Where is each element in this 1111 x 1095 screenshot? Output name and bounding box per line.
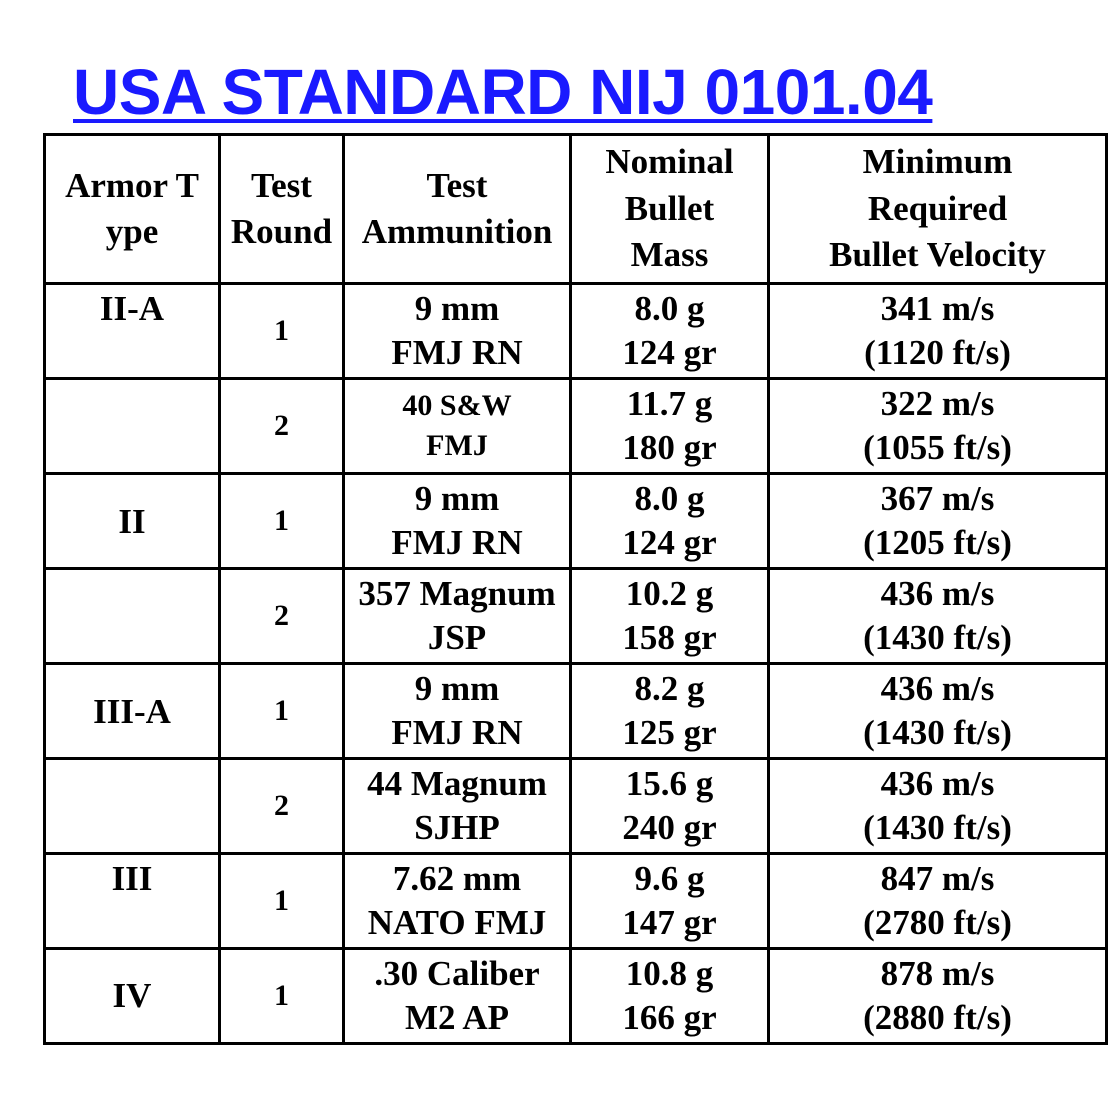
- table-row: [45, 379, 1107, 474]
- velocity-line: (1430 ft/s): [863, 618, 1012, 657]
- ammo-line: FMJ RN: [391, 333, 523, 372]
- header-line: Ammunition: [361, 212, 553, 251]
- velocity-line: (1205 ft/s): [863, 523, 1012, 562]
- header-line: Test: [426, 165, 488, 205]
- ammo-line: NATO FMJ: [367, 903, 547, 942]
- velocity-line: 436 m/s: [880, 669, 995, 708]
- round-cell: 2: [220, 569, 344, 664]
- velocity-line: 322 m/s: [880, 384, 995, 423]
- mass-line: 8.0 g: [634, 479, 705, 518]
- velocity-cell: [769, 379, 1107, 474]
- mass-line: 166 gr: [622, 998, 717, 1037]
- mass-cell: [571, 474, 769, 569]
- armor-type-cell: [45, 664, 220, 759]
- header-line: ype: [105, 212, 159, 251]
- mass-cell: [571, 284, 769, 379]
- ammo-cell: [344, 569, 571, 664]
- ammo-cell: [344, 759, 571, 854]
- armor-type-cell: [45, 474, 220, 569]
- header-line: Mass: [630, 235, 709, 275]
- velocity-line: 436 m/s: [880, 764, 995, 803]
- header-line: Round: [230, 212, 333, 251]
- header-nominal-mass: [571, 135, 769, 284]
- header-min-velocity: [769, 135, 1107, 284]
- ammo-line: 44 Magnum: [367, 764, 547, 803]
- mass-line: 15.6 g: [625, 764, 714, 803]
- velocity-cell: [769, 759, 1107, 854]
- ammo-line: 9 mm: [414, 479, 500, 518]
- armor-type-value: II: [118, 502, 146, 541]
- mass-line: 124 gr: [622, 523, 717, 562]
- header-test-round: [220, 135, 344, 284]
- mass-cell: [571, 949, 769, 1044]
- mass-line: 125 gr: [622, 713, 717, 752]
- mass-line: 124 gr: [622, 333, 717, 372]
- velocity-cell: [769, 284, 1107, 379]
- velocity-line: (1120 ft/s): [864, 333, 1011, 372]
- ammo-line: FMJ RN: [391, 523, 523, 562]
- armor-type-value: IV: [112, 976, 152, 1015]
- mass-line: 10.8 g: [625, 954, 714, 993]
- mass-line: 9.6 g: [634, 859, 705, 898]
- ammo-cell: [344, 949, 571, 1044]
- mass-line: 240 gr: [622, 808, 717, 847]
- ammo-cell: [344, 284, 571, 379]
- ammo-cell: [344, 854, 571, 949]
- armor-type-cell: [45, 949, 220, 1044]
- ammo-line: FMJ: [426, 429, 488, 462]
- round-cell: 2: [220, 759, 344, 854]
- mass-cell: [571, 379, 769, 474]
- header-line: Required: [867, 188, 1008, 228]
- velocity-line: (1430 ft/s): [863, 808, 1012, 847]
- mass-line: 180 gr: [622, 428, 717, 467]
- velocity-cell: [769, 949, 1107, 1044]
- nij-standard-table: [43, 133, 1108, 1045]
- table-row: [45, 759, 1107, 854]
- mass-cell: [571, 759, 769, 854]
- velocity-cell: [769, 664, 1107, 759]
- mass-cell: [571, 569, 769, 664]
- armor-type-cell: [45, 569, 220, 664]
- header-armor-type: [45, 135, 220, 284]
- velocity-line: (2880 ft/s): [863, 998, 1012, 1037]
- mass-cell: [571, 664, 769, 759]
- ammo-cell: [344, 474, 571, 569]
- table-row: [45, 664, 1107, 759]
- header-line: Test: [251, 165, 312, 205]
- round-cell: 1: [220, 854, 344, 949]
- ammo-line: JSP: [427, 618, 487, 657]
- velocity-line: 341 m/s: [880, 289, 995, 328]
- mass-line: 8.0 g: [634, 289, 705, 328]
- table-header-row: [45, 135, 1107, 284]
- ammo-line: FMJ RN: [391, 713, 523, 752]
- armor-type-cell: [45, 284, 220, 379]
- ammo-cell: [344, 664, 571, 759]
- armor-type-cell: [45, 759, 220, 854]
- page-title[interactable]: USA STANDARD NIJ 0101.04: [73, 56, 933, 128]
- velocity-line: 367 m/s: [880, 479, 995, 518]
- header-line: Bullet Velocity: [829, 235, 1046, 275]
- table-row: [45, 569, 1107, 664]
- mass-line: 158 gr: [622, 618, 717, 657]
- round-cell: 2: [220, 379, 344, 474]
- ammo-line: 9 mm: [414, 289, 500, 328]
- velocity-line: (2780 ft/s): [863, 903, 1012, 942]
- mass-line: 11.7 g: [626, 384, 713, 423]
- ammo-line: 357 Magnum: [358, 574, 556, 613]
- table-row: [45, 854, 1107, 949]
- round-cell: 1: [220, 284, 344, 379]
- mass-cell: [571, 854, 769, 949]
- header-line: Armor T: [65, 165, 199, 205]
- velocity-cell: [769, 474, 1107, 569]
- ammo-cell: [344, 379, 571, 474]
- table-row: [45, 474, 1107, 569]
- velocity-line: (1430 ft/s): [863, 713, 1012, 752]
- armor-type-cell: [45, 379, 220, 474]
- round-cell: 1: [220, 474, 344, 569]
- ammo-line: 40 S&W: [402, 389, 512, 422]
- header-line: Bullet: [624, 188, 715, 228]
- velocity-cell: [769, 569, 1107, 664]
- mass-line: 8.2 g: [634, 669, 705, 708]
- mass-line: 147 gr: [622, 903, 717, 942]
- round-cell: 1: [220, 949, 344, 1044]
- armor-type-value: II-A: [99, 289, 165, 328]
- mass-line: 10.2 g: [625, 574, 714, 613]
- ammo-line: .30 Caliber: [374, 954, 540, 993]
- ammo-line: 7.62 mm: [392, 859, 522, 898]
- velocity-line: 436 m/s: [880, 574, 995, 613]
- table-row: [45, 284, 1107, 379]
- velocity-line: (1055 ft/s): [863, 428, 1012, 467]
- header-line: Nominal: [605, 142, 734, 182]
- velocity-line: 847 m/s: [880, 859, 995, 898]
- ammo-line: SJHP: [414, 808, 500, 847]
- velocity-line: 878 m/s: [880, 954, 995, 993]
- velocity-cell: [769, 854, 1107, 949]
- armor-type-value: III: [111, 859, 153, 898]
- header-line: Minimum: [862, 142, 1013, 182]
- table-row: [45, 949, 1107, 1044]
- ammo-line: 9 mm: [414, 669, 500, 708]
- header-test-ammunition: [344, 135, 571, 284]
- armor-type-cell: [45, 854, 220, 949]
- round-cell: 1: [220, 664, 344, 759]
- armor-type-value: III-A: [93, 692, 171, 731]
- ammo-line: M2 AP: [404, 998, 509, 1037]
